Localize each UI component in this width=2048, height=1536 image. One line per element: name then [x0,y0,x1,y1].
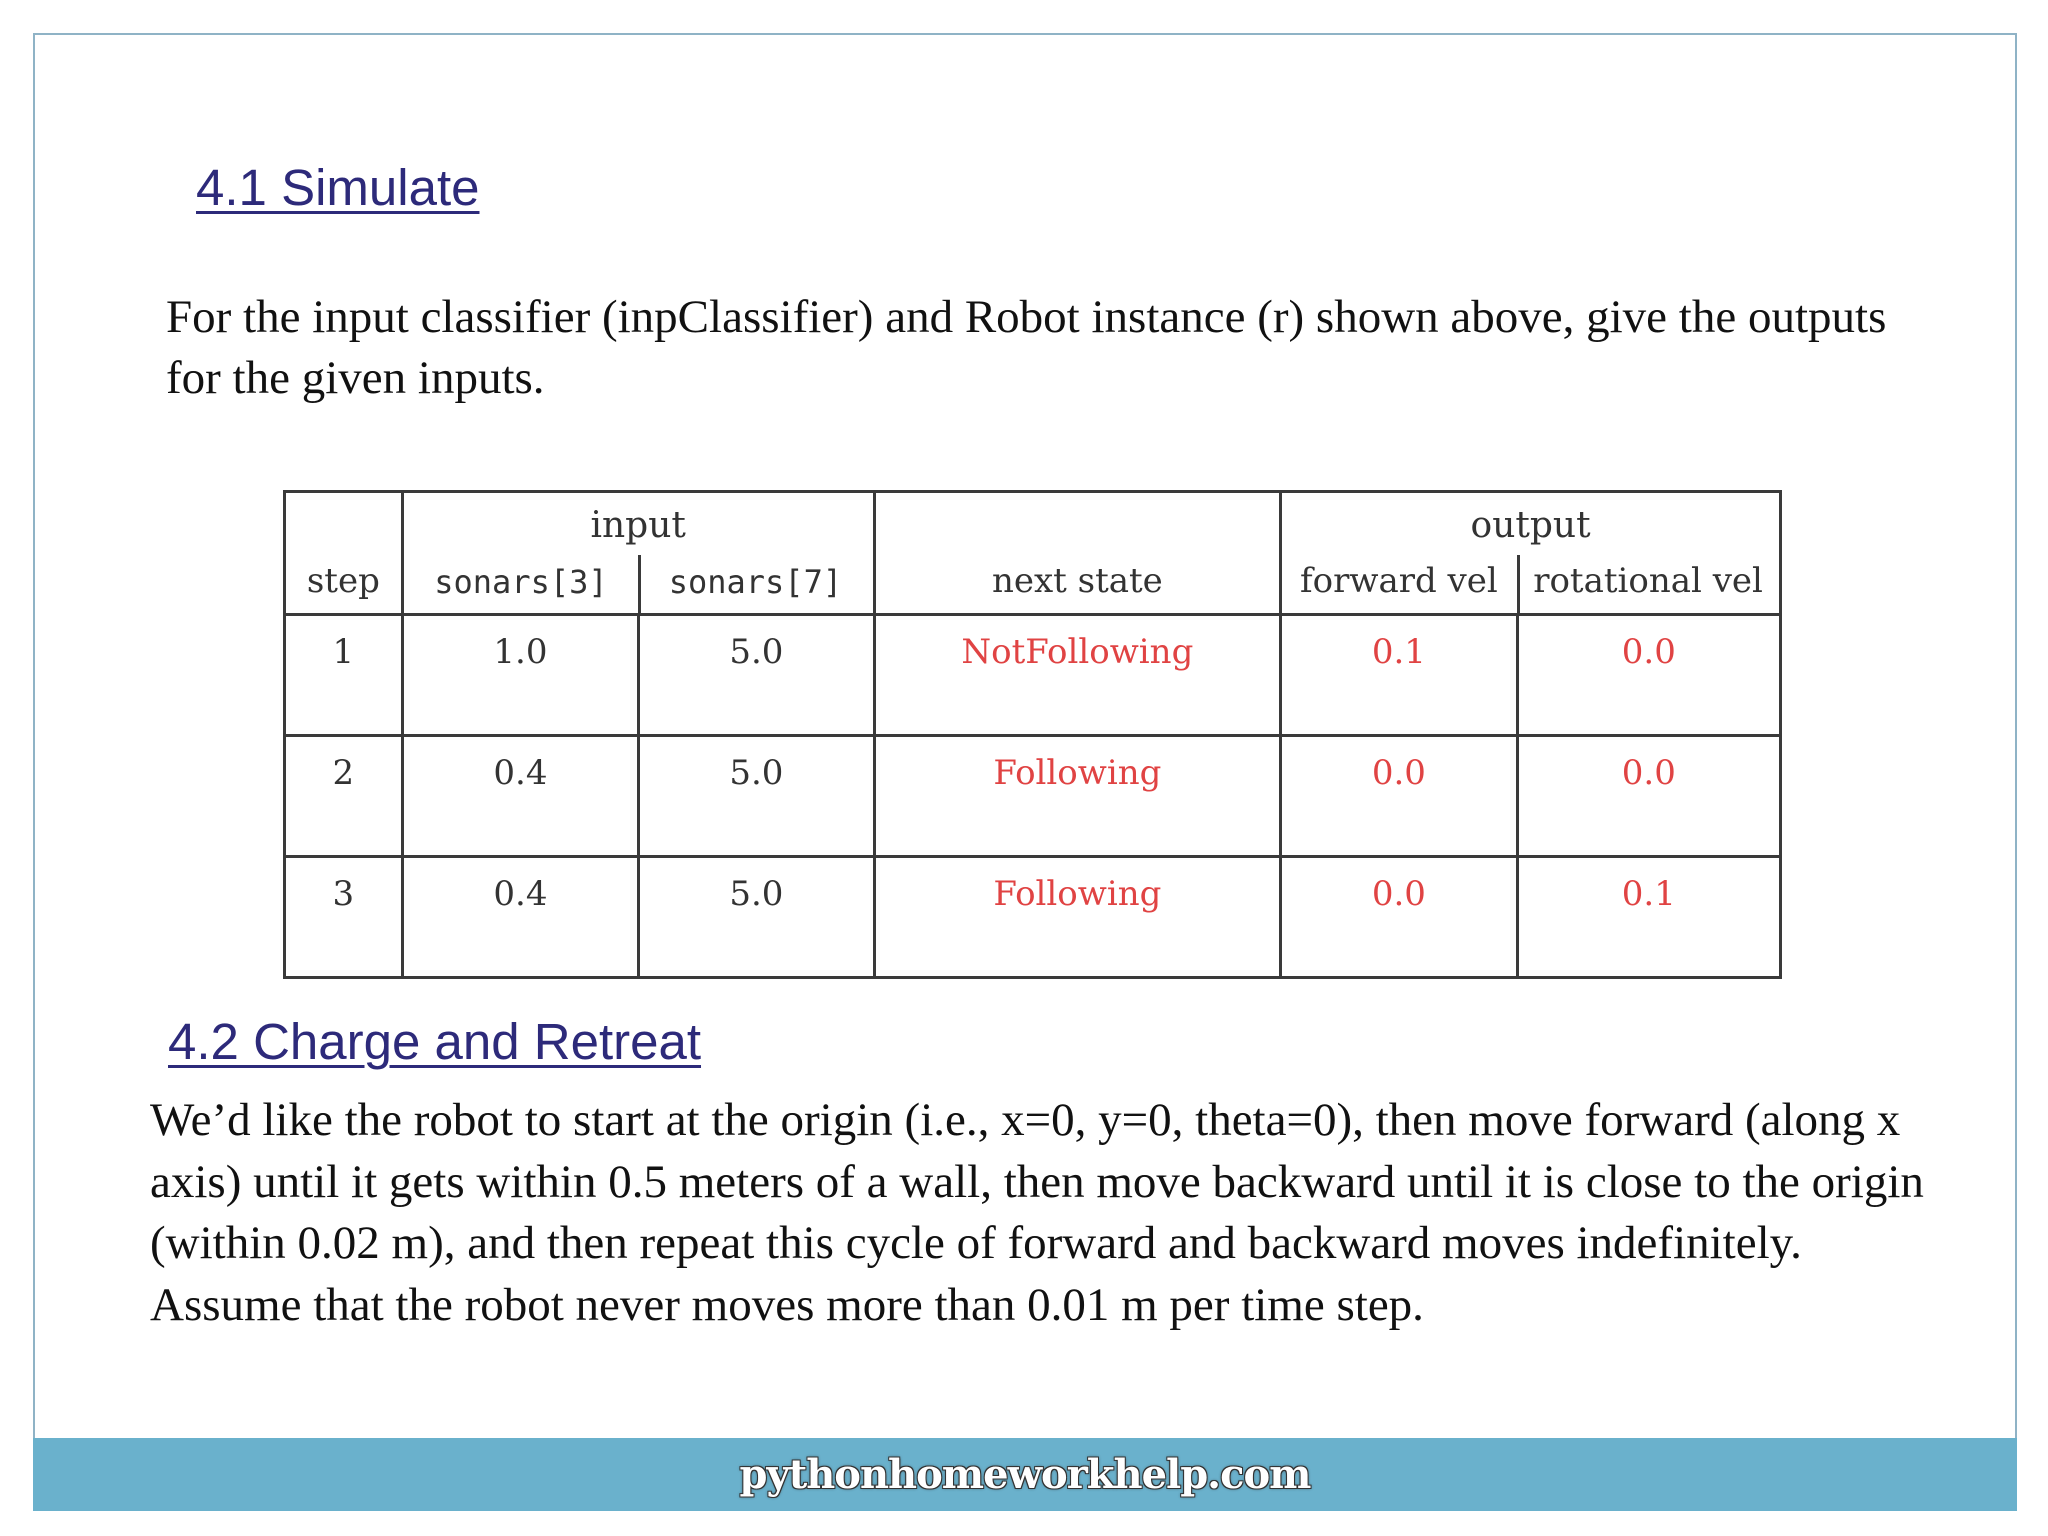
sonars3-cell: 0.4 [402,857,638,978]
footer-watermark: pythonhomeworkhelp.com [739,1451,1311,1498]
step-cell: 3 [285,857,403,978]
header-rotational-vel: rotational vel [1533,561,1763,601]
step-cell: 2 [285,736,403,857]
section-paragraph-charge-retreat: We’d like the robot to start at the origin (i.e., x=0, y=0, theta=0), then move forward (along x axis) until it gets within 0.5 meters of a wall, then move backward until it is close to the origin (within 0.02 m), and then repeat this cycle of forward and backward moves indefinitely. Assume that the robot never moves more than 0.01 m per time step. [150,1094,1924,1331]
header-step-cell [285,492,403,615]
forward-vel-cell: 0.0 [1281,857,1517,978]
section-heading-simulate: 4.1 Simulate [196,159,480,216]
rotational-vel-cell: 0.0 [1517,736,1780,857]
section-heading-charge-retreat: 4.2 Charge and Retreat [168,1013,702,1070]
header-sonars7: sonars[7] [668,563,843,601]
next-state-cell: Following [874,857,1280,978]
rotational-vel-cell: 0.1 [1517,857,1780,978]
table-row [285,857,1781,978]
header-input-group [402,492,874,615]
header-output-group [1281,492,1781,615]
next-state-cell: NotFollowing [874,615,1280,736]
sonars7-cell: 5.0 [639,615,874,736]
header-output: output [1470,505,1591,546]
header-step: step [306,561,380,601]
header-forward-vel: forward vel [1300,561,1498,601]
rotational-vel-cell: 0.0 [1517,615,1780,736]
step-cell: 1 [285,615,403,736]
footer-bar [33,1438,2017,1511]
header-next-state: next state [991,561,1163,601]
header-next-state-cell [874,492,1280,615]
simulation-table [283,490,1782,975]
sonars7-cell: 5.0 [639,736,874,857]
header-input: input [590,505,686,546]
table-row [285,615,1781,736]
table-row [285,736,1781,857]
sonars7-cell: 5.0 [639,857,874,978]
section-paragraph-simulate: For the input classifier (inpClassifier) and Robot instance (r) shown above, give the outputs for the given inputs. [166,291,1887,404]
forward-vel-cell: 0.0 [1281,736,1517,857]
forward-vel-cell: 0.1 [1281,615,1517,736]
sonars3-cell: 0.4 [402,736,638,857]
sonars3-cell: 1.0 [402,615,638,736]
next-state-cell: Following [874,736,1280,857]
header-sonars3: sonars[3] [434,563,608,601]
